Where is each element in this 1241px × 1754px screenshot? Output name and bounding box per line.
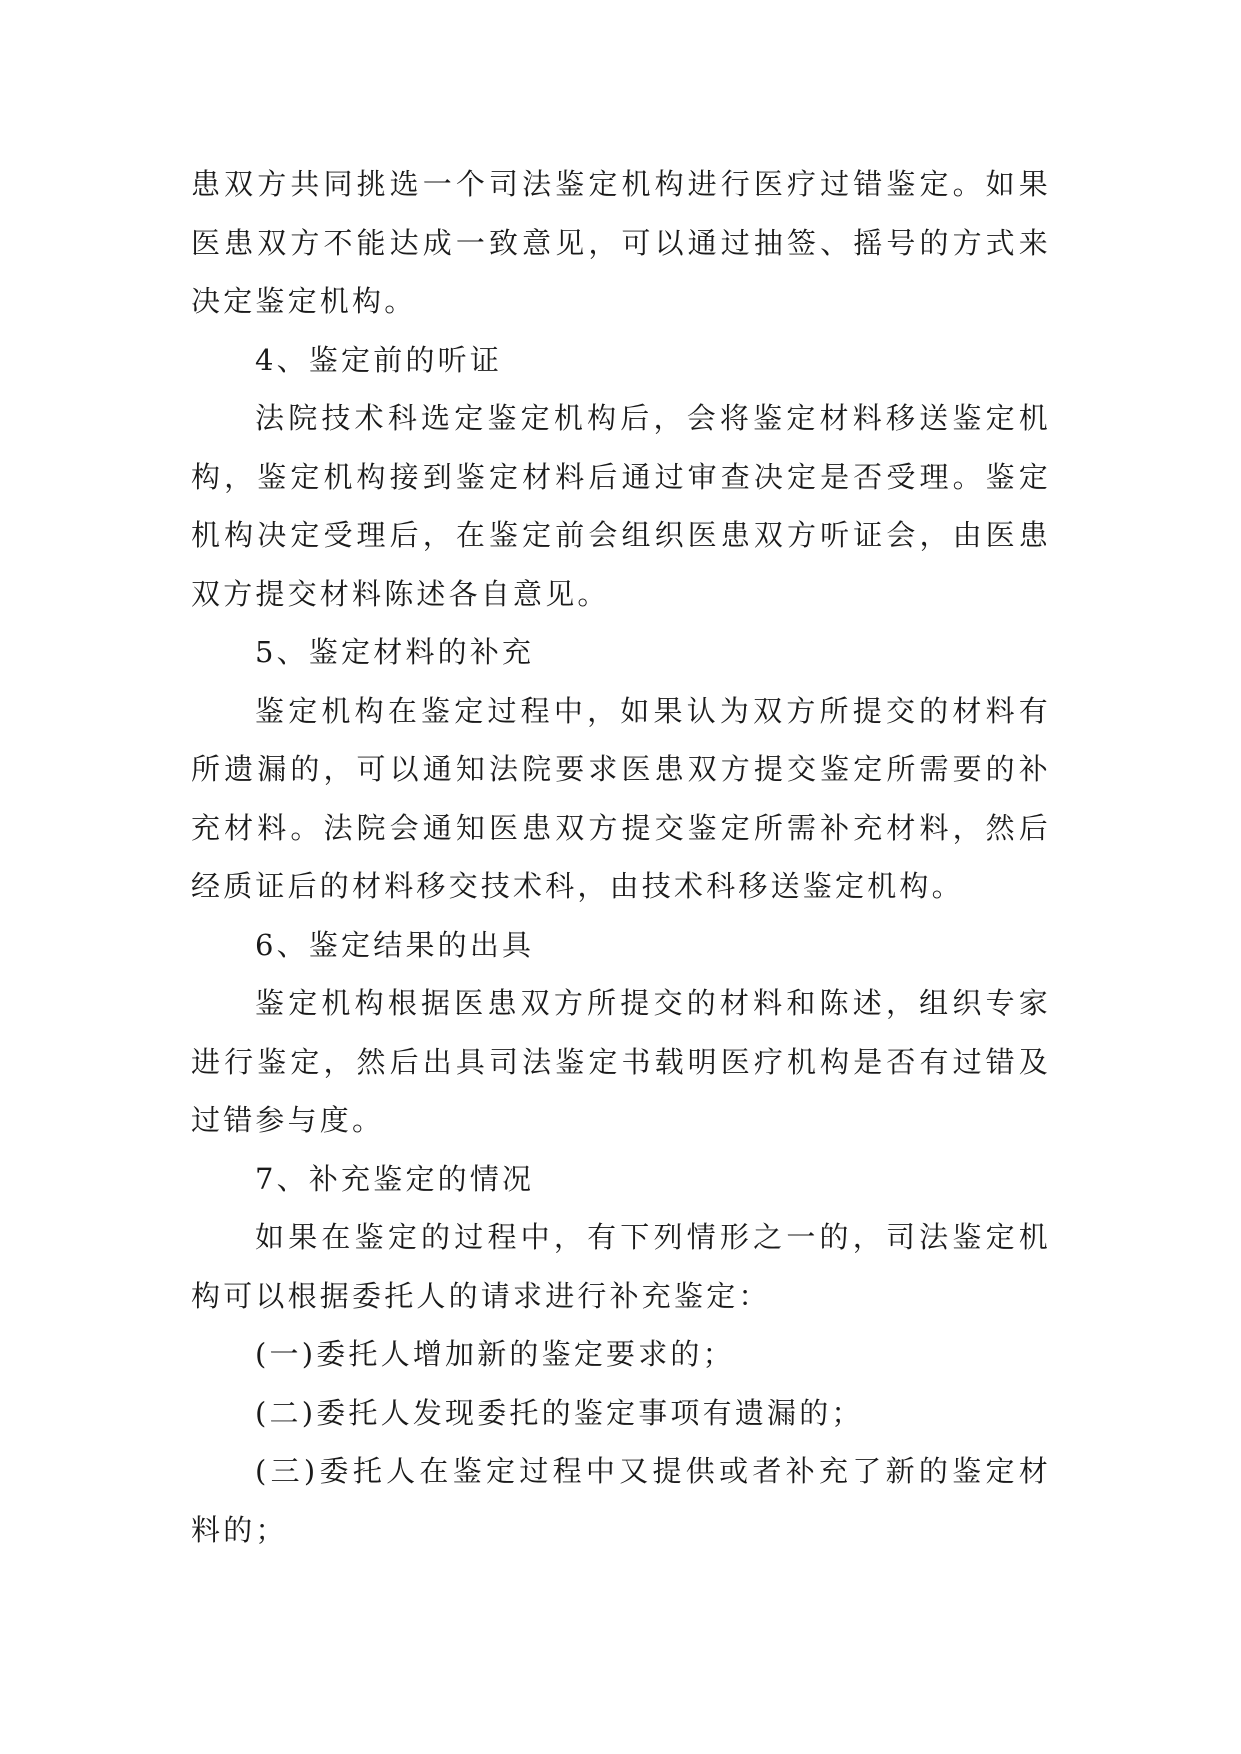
paragraph: 法院技术科选定鉴定机构后，会将鉴定材料移送鉴定机构，鉴定机构接到鉴定材料后通过审查决定是否受理。鉴定机构决定受理后，在鉴定前会组织医患双方听证会，由医患双方提交材料陈述各自意见。 xyxy=(191,401,1051,611)
section-heading: 4、鉴定前的听证 xyxy=(255,342,503,377)
section-heading: 6、鉴定结果的出具 xyxy=(255,927,535,962)
section-heading: 5、鉴定材料的补充 xyxy=(255,635,535,669)
paragraph: 如果在鉴定的过程中，有下列情形之一的，司法鉴定机构可以根据委托人的请求进行补充鉴定： xyxy=(191,1220,1051,1313)
section-heading: 7、补充鉴定的情况 xyxy=(255,1161,535,1196)
paragraph: 鉴定机构在鉴定过程中，如果认为双方所提交的材料有所遗漏的，可以通知法院要求医患双方提交鉴定所需要的补充材料。法院会通知医患双方提交鉴定所需补充材料，然后经质证后的材料移交技术科，由技术科移送鉴定机构。 xyxy=(191,693,1051,903)
document-body xyxy=(191,155,1051,1559)
list-item: (三)委托人在鉴定过程中又提供或者补充了新的鉴定材料的； xyxy=(191,1454,1051,1547)
paragraph: 鉴定机构根据医患双方所提交的材料和陈述，组织专家进行鉴定，然后出具司法鉴定书载明医疗机构是否有过错及过错参与度。 xyxy=(191,986,1051,1137)
paragraph: 患双方共同挑选一个司法鉴定机构进行医疗过错鉴定。如果医患双方不能达成一致意见，可以通过抽签、摇号的方式来决定鉴定机构。 xyxy=(191,167,1051,318)
list-item: (二)委托人发现委托的鉴定事项有遗漏的； xyxy=(255,1395,864,1430)
list-item: (一)委托人增加新的鉴定要求的； xyxy=(255,1337,735,1371)
